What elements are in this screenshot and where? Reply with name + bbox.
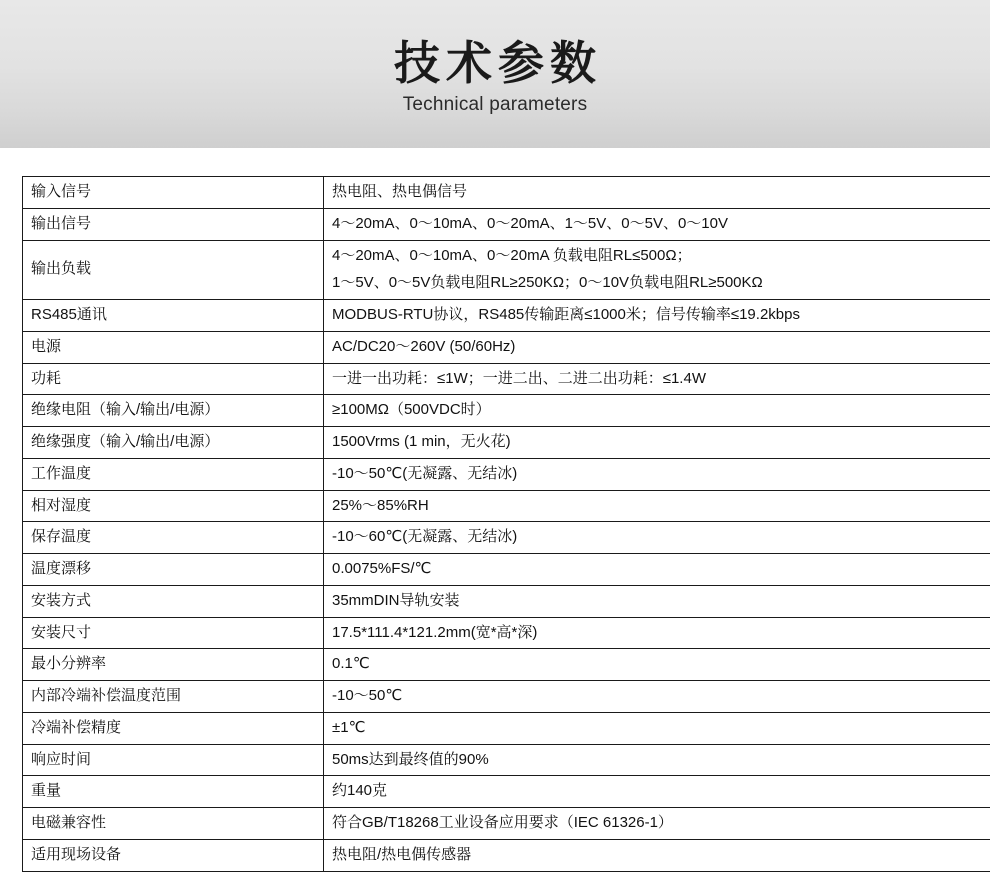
spec-label-cell: 保存温度 xyxy=(23,522,324,554)
spec-label-cell: 功耗 xyxy=(23,363,324,395)
spec-value-cell xyxy=(324,617,990,649)
spec-value-line: ±1℃ xyxy=(332,717,990,739)
spec-value-cell xyxy=(324,331,990,363)
page-header xyxy=(0,0,990,148)
spec-value-line: 35mmDIN导轨安装 xyxy=(332,590,990,612)
spec-value-cell xyxy=(324,744,990,776)
table-row xyxy=(23,649,990,681)
table-row xyxy=(23,808,990,840)
spec-value-line: 4～20mA、0～10mA、0～20mA、1～5V、0～5V、0～10V xyxy=(332,213,990,235)
table-row xyxy=(23,208,990,240)
spec-value-cell xyxy=(324,522,990,554)
spec-value-line: ≥100MΩ（500VDC时） xyxy=(332,399,990,421)
spec-value-line: 0.0075%FS/℃ xyxy=(332,558,990,580)
spec-label-cell: 适用现场设备 xyxy=(23,839,324,871)
table-row xyxy=(23,177,990,209)
table-row xyxy=(23,363,990,395)
spec-value-line: -10～50℃ xyxy=(332,685,990,707)
spec-value-cell xyxy=(324,208,990,240)
spec-value-line: 50ms达到最终值的90% xyxy=(332,749,990,771)
spec-value-cell xyxy=(324,240,990,300)
spec-label-cell: 响应时间 xyxy=(23,744,324,776)
spec-label-cell: RS485通讯 xyxy=(23,300,324,332)
spec-value-cell xyxy=(324,649,990,681)
table-row xyxy=(23,554,990,586)
table-row xyxy=(23,712,990,744)
spec-value-line: 约140克 xyxy=(332,780,990,802)
spec-value-cell xyxy=(324,427,990,459)
spec-value-line: MODBUS-RTU协议，RS485传输距离≤1000米；信号传输率≤19.2kbps xyxy=(332,304,990,326)
spec-value-cell xyxy=(324,585,990,617)
spec-value-cell xyxy=(324,300,990,332)
table-row xyxy=(23,585,990,617)
table-row xyxy=(23,839,990,871)
spec-label-cell: 重量 xyxy=(23,776,324,808)
specification-table xyxy=(22,176,990,872)
spec-label-cell: 绝缘强度（输入/输出/电源） xyxy=(23,427,324,459)
table-row xyxy=(23,490,990,522)
spec-value-cell xyxy=(324,712,990,744)
spec-label-cell: 输出负载 xyxy=(23,240,324,300)
spec-value-line: 1500Vrms (1 min，无火花) xyxy=(332,431,990,453)
spec-value-line: 一进一出功耗：≤1W；一进二出、二进二出功耗：≤1.4W xyxy=(332,368,990,390)
spec-label-cell: 内部冷端补偿温度范围 xyxy=(23,681,324,713)
spec-value-line: 0.1℃ xyxy=(332,653,990,675)
spec-value-line: AC/DC20～260V (50/60Hz) xyxy=(332,336,990,358)
spec-label-cell: 冷端补偿精度 xyxy=(23,712,324,744)
specification-table-body xyxy=(23,177,990,872)
spec-label-cell: 工作温度 xyxy=(23,458,324,490)
spec-label-cell: 安装尺寸 xyxy=(23,617,324,649)
spec-value-line: 符合GB/T18268工业设备应用要求（IEC 61326-1） xyxy=(332,812,990,834)
spec-value-line: 1～5V、0～5V负载电阻RL≥250KΩ；0～10V负载电阻RL≥500KΩ xyxy=(332,272,990,294)
spec-label-cell: 安装方式 xyxy=(23,585,324,617)
spec-value-cell xyxy=(324,681,990,713)
spec-value-cell xyxy=(324,839,990,871)
spec-label-cell: 温度漂移 xyxy=(23,554,324,586)
spec-label-cell: 最小分辨率 xyxy=(23,649,324,681)
spec-value-cell xyxy=(324,554,990,586)
spec-value-line: 热电阻/热电偶传感器 xyxy=(332,844,990,866)
spec-table-container xyxy=(0,148,990,872)
spec-label-cell: 绝缘电阻（输入/输出/电源） xyxy=(23,395,324,427)
table-row xyxy=(23,776,990,808)
spec-value-cell xyxy=(324,808,990,840)
table-row xyxy=(23,331,990,363)
table-row xyxy=(23,427,990,459)
table-row xyxy=(23,681,990,713)
spec-value-cell xyxy=(324,395,990,427)
spec-value-line: -10～60℃(无凝露、无结冰) xyxy=(332,526,990,548)
spec-label-cell: 电磁兼容性 xyxy=(23,808,324,840)
table-row xyxy=(23,458,990,490)
table-row xyxy=(23,522,990,554)
spec-value-line: -10～50℃(无凝露、无结冰) xyxy=(332,463,990,485)
spec-value-cell xyxy=(324,776,990,808)
page-subtitle: Technical parameters xyxy=(403,94,588,117)
table-row xyxy=(23,744,990,776)
spec-value-cell xyxy=(324,458,990,490)
table-row xyxy=(23,240,990,300)
spec-value-line: 25%～85%RH xyxy=(332,495,990,517)
spec-label-cell: 输入信号 xyxy=(23,177,324,209)
spec-label-cell: 输出信号 xyxy=(23,208,324,240)
spec-value-line: 17.5*111.4*121.2mm(宽*高*深) xyxy=(332,622,990,644)
table-row xyxy=(23,617,990,649)
spec-value-cell xyxy=(324,177,990,209)
table-row xyxy=(23,395,990,427)
spec-label-cell: 相对湿度 xyxy=(23,490,324,522)
spec-value-line: 4～20mA、0～10mA、0～20mA 负载电阻RL≤500Ω； xyxy=(332,245,990,267)
spec-value-cell xyxy=(324,363,990,395)
page-title: 技术参数 xyxy=(388,37,602,90)
table-row xyxy=(23,300,990,332)
spec-label-cell: 电源 xyxy=(23,331,324,363)
spec-value-cell xyxy=(324,490,990,522)
spec-value-line: 热电阻、热电偶信号 xyxy=(332,181,990,203)
